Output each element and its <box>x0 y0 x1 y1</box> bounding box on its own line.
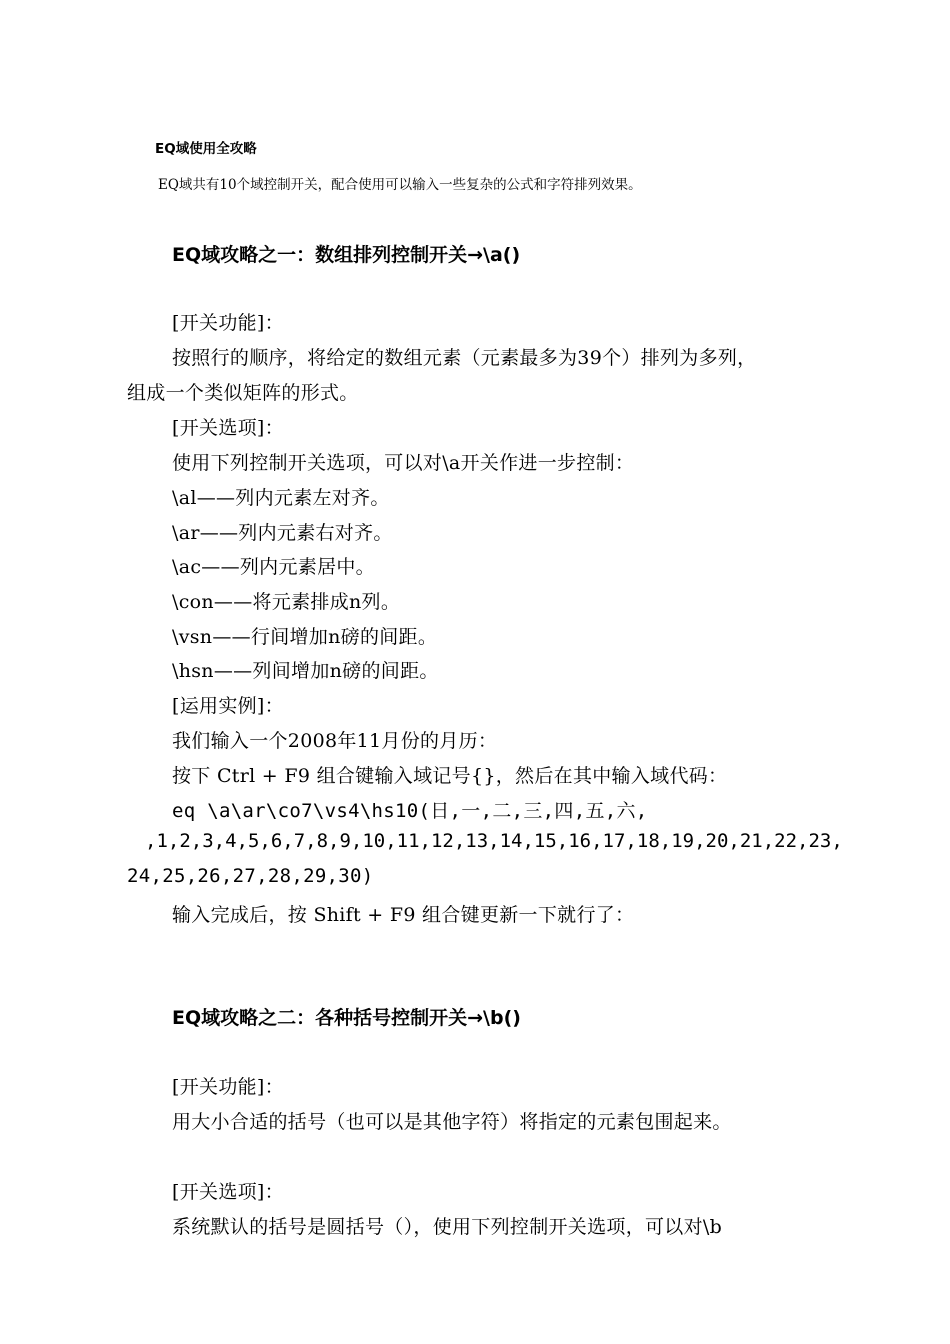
section1-func-text-1: 按照行的顺序，将给定的数组元素（元素最多为39个）排列为多列， <box>172 347 757 369</box>
section2-func-label: [开关功能]： <box>172 1076 284 1098</box>
section1-func-text-2: 组成一个类似矩阵的形式。 <box>127 382 359 404</box>
option-con: \con——将元素排成n列。 <box>172 591 401 613</box>
option-al: \al——列内元素左对齐。 <box>172 487 390 509</box>
section1-example-label: [运用实例]： <box>172 695 284 717</box>
section1-opt-intro: 使用下列控制开关选项，可以对\a开关作进一步控制： <box>172 452 635 474</box>
section1-example-2: 按下 Ctrl + F9 组合键输入域记号{}，然后在其中输入域代码： <box>172 765 728 787</box>
field-code-line-2: ,1,2,3,4,5,6,7,8,9,10,11,12,13,14,15,16,17,18,19,20,21,22,23, <box>145 830 843 852</box>
option-vsn: \vsn——行间增加n磅的间距。 <box>172 626 438 648</box>
field-code-line-3: 24,25,26,27,28,29,30) <box>127 865 374 887</box>
option-hsn: \hsn——列间增加n磅的间距。 <box>172 660 439 682</box>
option-ar: \ar——列内元素右对齐。 <box>172 522 393 544</box>
section1-func-label: [开关功能]： <box>172 312 284 334</box>
section1-example-1: 我们输入一个2008年11月份的月历： <box>172 730 498 752</box>
section2-opt-text: 系统默认的括号是圆括号（），使用下列控制开关选项，可以对\b <box>172 1216 723 1238</box>
section1-example-3: 输入完成后，按 Shift + F9 组合键更新一下就行了： <box>172 904 635 926</box>
section2-opt-label: [开关选项]： <box>172 1181 284 1203</box>
section2-func-text: 用大小合适的括号（也可以是其他字符）将指定的元素包围起来。 <box>172 1111 732 1133</box>
section1-opt-label: [开关选项]： <box>172 417 284 439</box>
intro-text: EQ域共有10个域控制开关，配合使用可以输入一些复杂的公式和字符排列效果。 <box>158 177 642 193</box>
document-title: EQ域使用全攻略 <box>155 141 257 157</box>
field-code-line-1: eq \a\ar\co7\vs4\hs10(日,一,二,三,四,五,六, <box>172 800 648 822</box>
section2-heading: EQ域攻略之二：各种括号控制开关→\b() <box>172 1007 521 1029</box>
section1-heading: EQ域攻略之一：数组排列控制开关→\a() <box>172 244 521 266</box>
option-ac: \ac——列内元素居中。 <box>172 556 375 578</box>
